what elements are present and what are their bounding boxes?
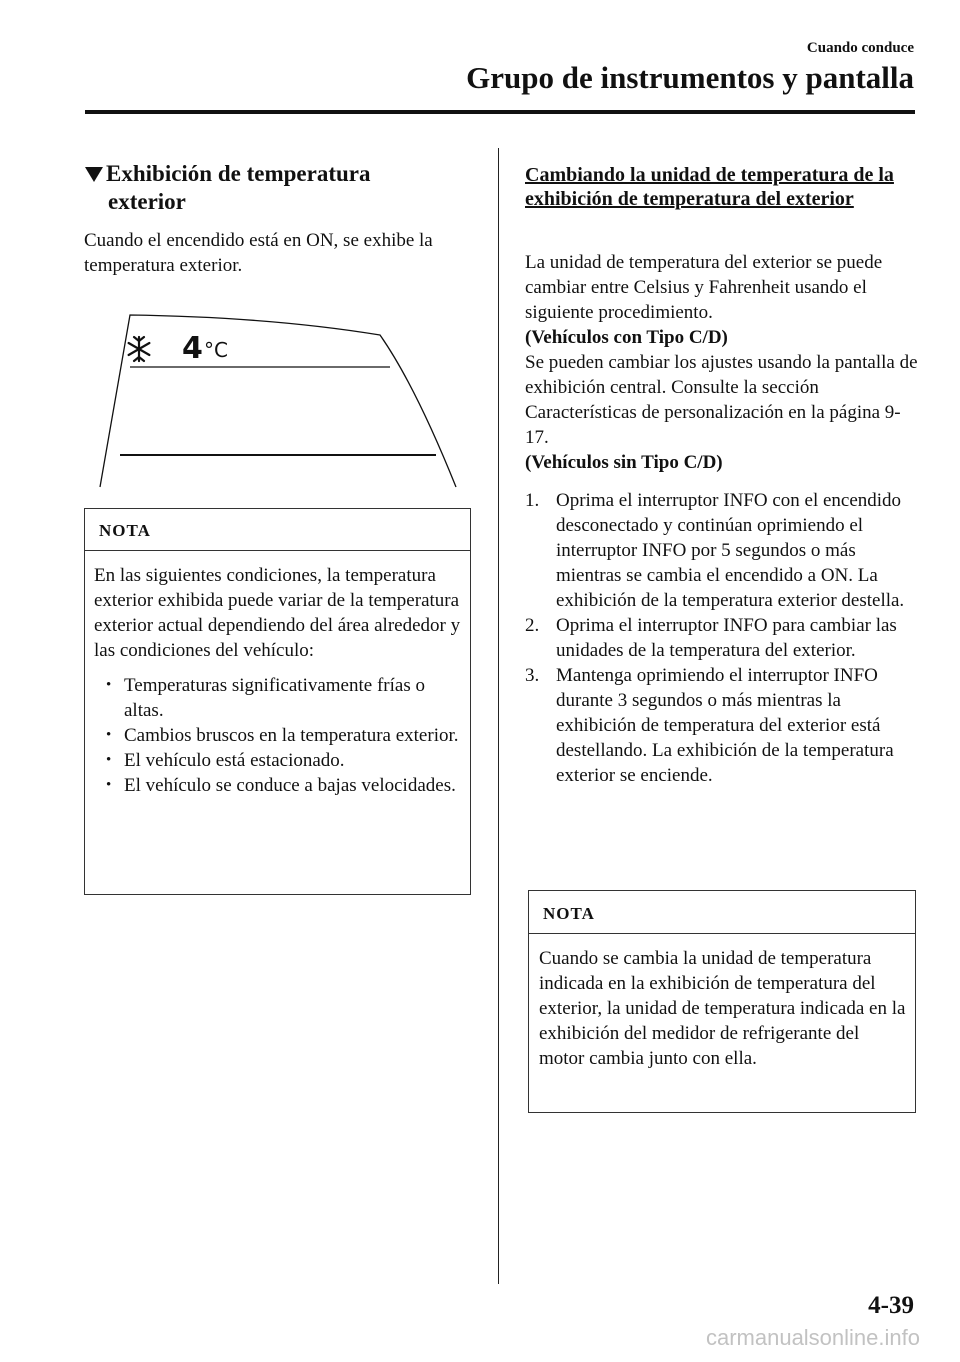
step-number: 2. [525,615,540,636]
snowflake-icon [129,337,150,361]
list-item: • El vehículo se conduce a bajas velocidades. [94,773,462,798]
note-bullet-list [94,673,462,798]
list-item: • El vehículo está estacionado. [94,748,462,773]
chapter-title: Grupo de instrumentos y pantalla [466,60,914,95]
section-heading-line2: exterior [108,189,186,214]
step-number: 3. [525,665,540,686]
list-item: • Temperaturas significativamente frías o altas. [94,673,462,723]
column-divider [498,148,499,1284]
note-box [84,508,471,895]
page-number: 4-39 [868,1292,914,1319]
watermark: carmanualsonline.info [705,1325,920,1350]
note-title: NOTA [529,891,915,934]
step-text: Mantenga oprimiendo el interruptor INFO durante 3 segundos o más mientras la exhibición de temperatura del exterior está destellando. La exhibición de la temperatura exterior se enciende. [556,665,894,786]
temperature-display-figure [90,305,470,495]
note-title: NOTA [85,509,470,551]
procedure-intro [525,250,920,475]
running-header-section: Cuando conduce [806,40,914,56]
temperature-unit: °C [204,338,228,362]
step-text: Oprima el interruptor INFO para cambiar las unidades de la temperatura del exterior. [556,615,897,661]
list-item [525,613,920,663]
intro-paragraph: Cuando el encendido está en ON, se exhibe la temperatura exterior. [84,230,433,276]
note-box [528,890,916,1113]
note-text: En las siguientes condiciones, la temperatura exterior exhibida puede variar de la temperatura exterior actual dependiendo del área alrededor y las condiciones del vehículo: [94,565,461,661]
list-item [525,663,920,788]
without-type-label: (Vehículos sin Tipo C/D) [525,452,723,473]
step-number: 1. [525,490,540,511]
section-heading [84,160,484,216]
header-divider [85,110,915,114]
section-heading-line1: Exhibición de temperatura [106,161,371,186]
list-item: • Cambios bruscos en la temperatura exterior. [94,723,462,748]
with-type-label: (Vehículos con Tipo C/D) [525,327,728,348]
subsection-heading: Cambiando la unidad de temperatura de la exhibición de temperatura del exterior [525,164,894,210]
note-text: Cuando se cambia la unidad de temperatura indicada en la exhibición de temperatura del exterior, la unidad de temperatura indicada en la exhibición del medidor de refrigerante del motor cambia junto con ella. [539,948,906,1069]
procedure-intro-text: La unidad de temperatura del exterior se puede cambiar entre Celsius y Fahrenheit usando el siguiente procedimiento. [525,252,883,323]
steps-list [525,488,920,788]
triangle-bullet-icon [84,160,106,188]
list-item [525,488,920,613]
with-type-text: Se pueden cambiar los ajustes usando la pantalla de exhibición central. Consulte la sección Características de personalización en la página 9-17. [525,352,918,448]
temperature-value: 4 [182,331,203,366]
step-text: Oprima el interruptor INFO con el encendido desconectado y continúan oprimiendo el interruptor INFO por 5 segundos o más mientras se cambia el encendido a ON. La exhibición de la temperatura exterior destella. [556,490,905,611]
